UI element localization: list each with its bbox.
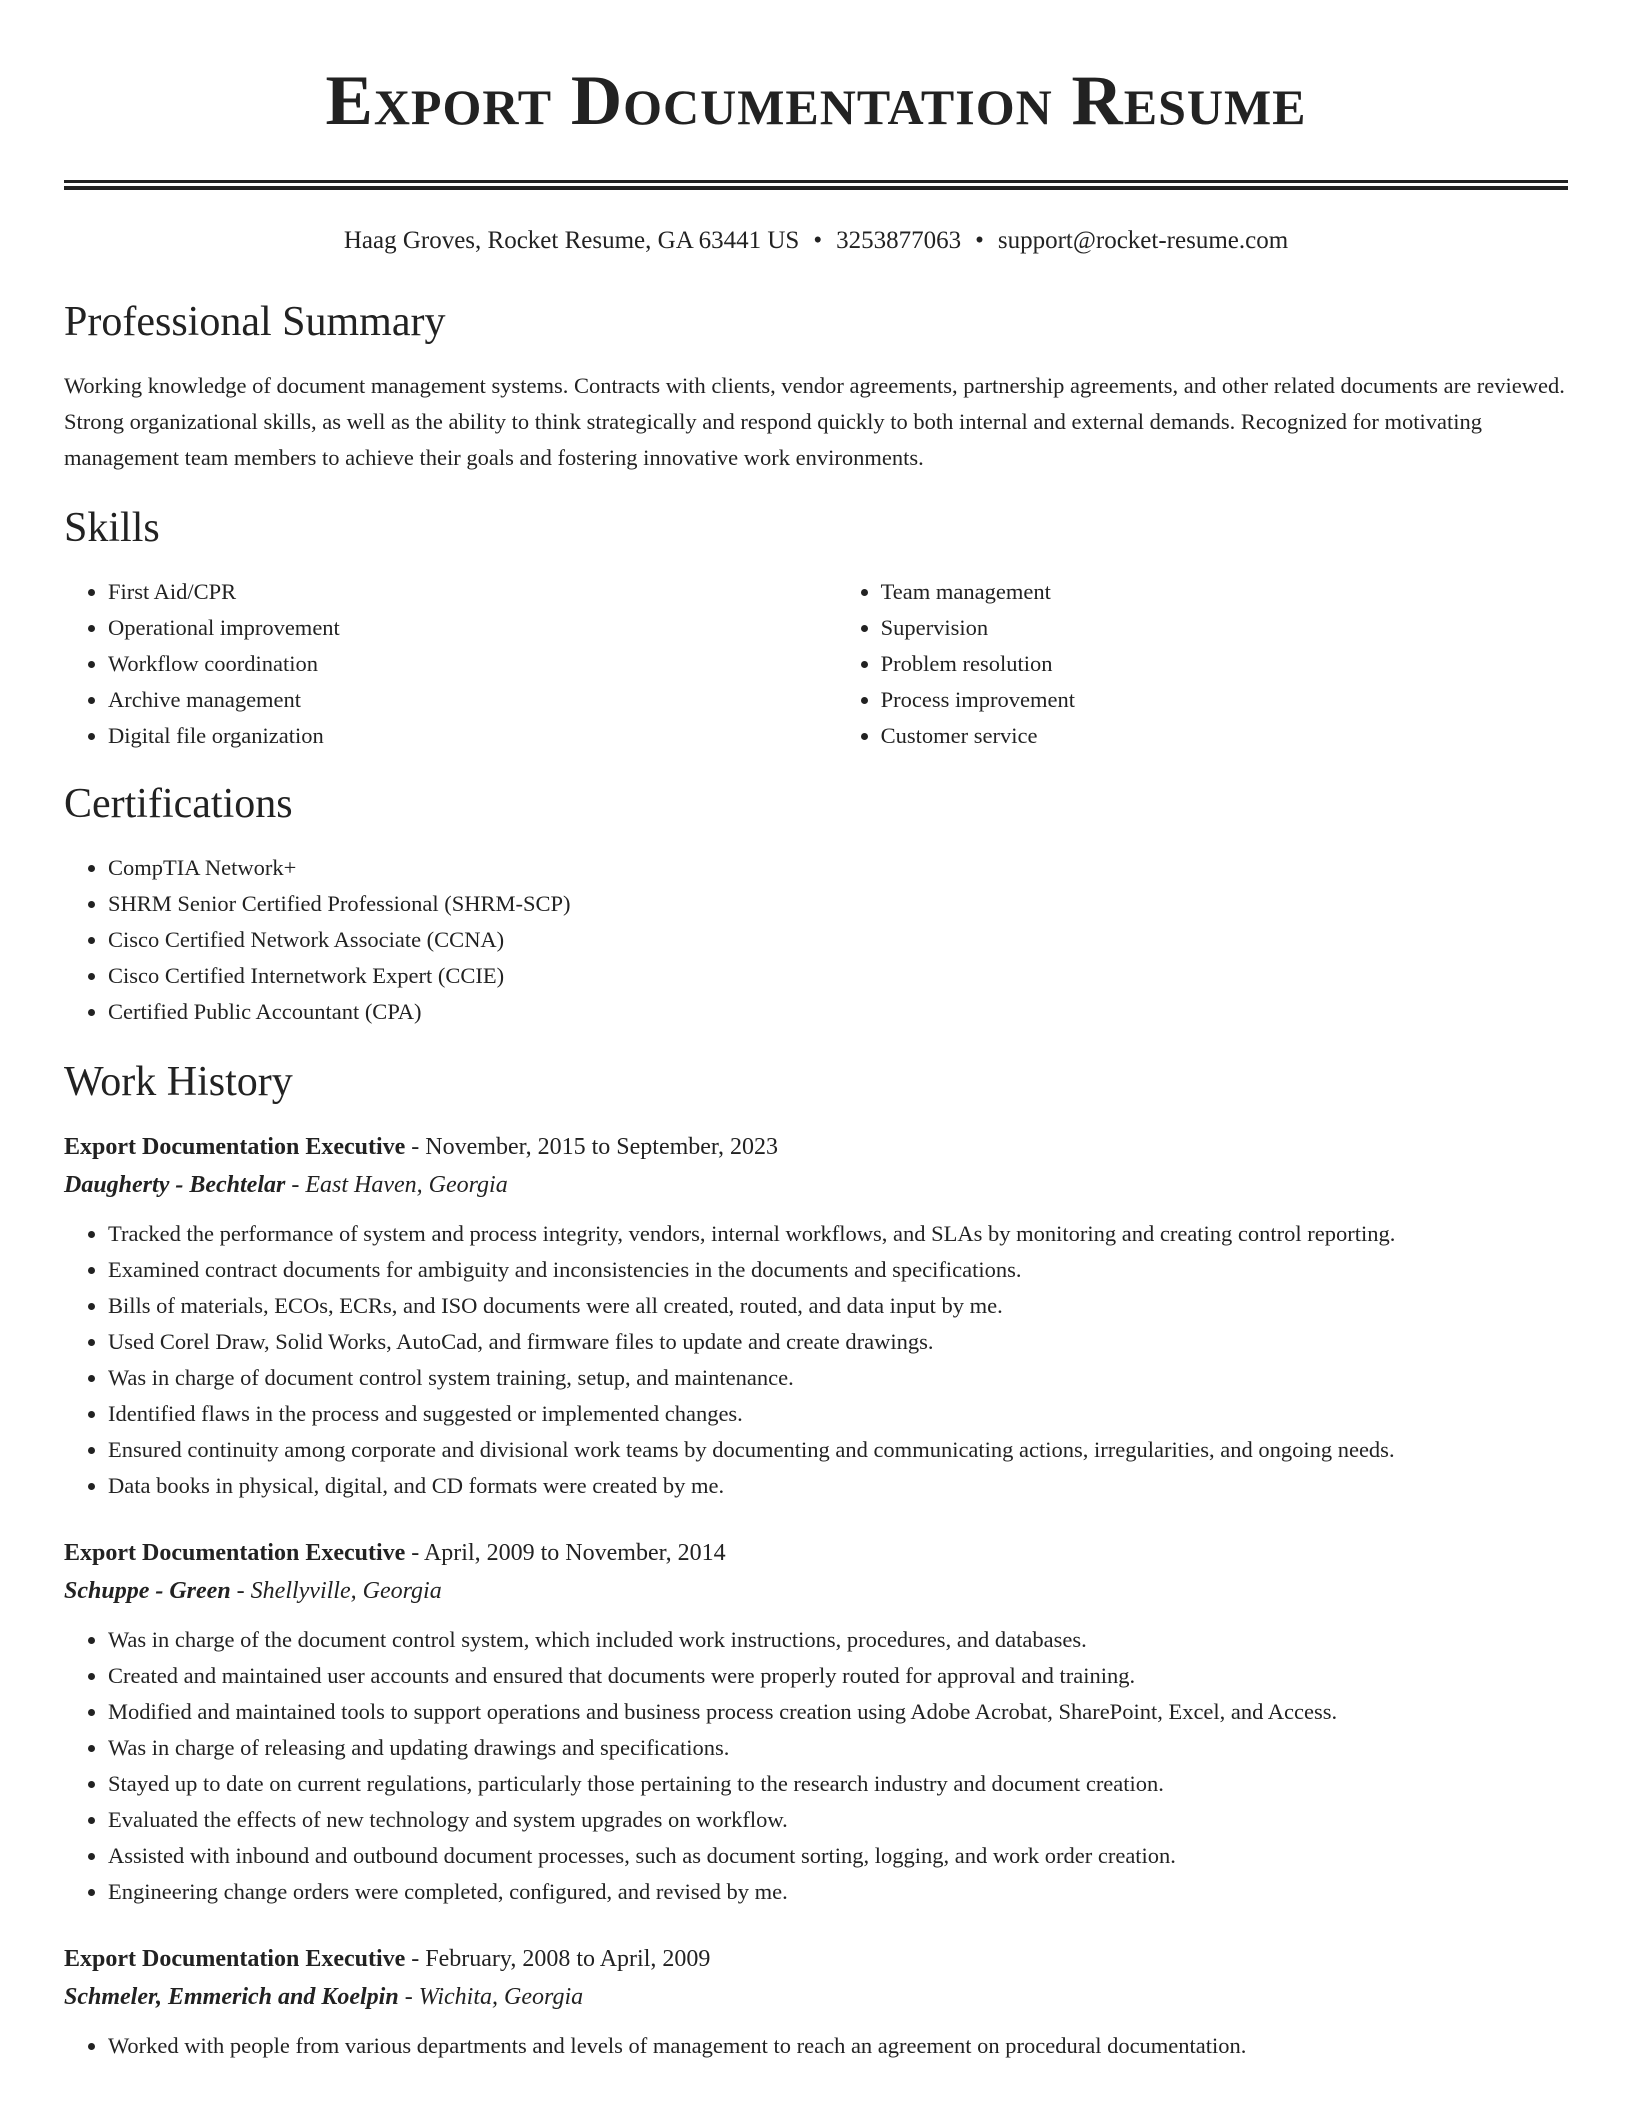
work-history-heading: Work History bbox=[64, 1059, 293, 1105]
job-entry bbox=[64, 1940, 1568, 2064]
contact-separator: • bbox=[813, 227, 823, 254]
job-company: Schmeler, Emmerich and Koelpin bbox=[64, 1984, 399, 2010]
job-title-line bbox=[64, 1128, 1568, 1166]
skills-list-left bbox=[64, 574, 837, 754]
certification-item: • SHRM Senior Certified Professional (SHRM-SCP) bbox=[108, 886, 1568, 922]
skill-item: • Supervision bbox=[881, 610, 1568, 646]
contact-line bbox=[64, 224, 1568, 258]
job-bullet: • Stayed up to date on current regulations, particularly those pertaining to the research industry and document creation. bbox=[108, 1766, 1568, 1802]
job-bullet: • Engineering change orders were completed, configured, and revised by me. bbox=[108, 1874, 1568, 1910]
job-company-line bbox=[64, 1572, 1568, 1610]
skill-item: • Archive management bbox=[108, 682, 837, 718]
summary-text: Working knowledge of document management systems. Contracts with clients, vendor agreements, partnership agreements, and other related documents are reviewed. Strong organizational skills, as well as the ability to think strategically and respond quickly to both internal and external demands. Recognized for motivating management team members to achieve their goals and fostering innovative work environments. bbox=[64, 373, 1565, 470]
skill-item: • Operational improvement bbox=[108, 610, 837, 646]
skill-item: • Team management bbox=[881, 574, 1568, 610]
contact-separator: • bbox=[975, 227, 984, 254]
job-dates: - February, 2008 to April, 2009 bbox=[405, 1946, 711, 1972]
job-bullets bbox=[64, 1622, 1568, 1910]
job-bullet: • Worked with people from various departments and levels of management to reach an agreement on procedural documentation. bbox=[108, 2028, 1568, 2064]
job-company-line bbox=[64, 1978, 1568, 2016]
skill-item: • Customer service bbox=[881, 718, 1568, 754]
job-bullet: • Was in charge of the document control system, which included work instructions, procedures, and databases. bbox=[108, 1622, 1568, 1658]
job-title: Export Documentation Executive bbox=[64, 1134, 406, 1160]
skill-item: • Problem resolution bbox=[881, 646, 1568, 682]
job-company-line bbox=[64, 1166, 1568, 1204]
skill-item: • Process improvement bbox=[881, 682, 1568, 718]
job-title: Export Documentation Executive bbox=[64, 1540, 406, 1566]
contact-address: Haag Groves, Rocket Resume, GA 63441 US bbox=[343, 227, 800, 254]
certifications-list bbox=[64, 850, 1568, 1030]
job-bullet: • Modified and maintained tools to support operations and business process creation using Adobe Acrobat, SharePoint, Excel, and Access. bbox=[108, 1694, 1568, 1730]
job-bullet: • Bills of materials, ECOs, ECRs, and ISO documents were all created, routed, and data input by me. bbox=[108, 1288, 1568, 1324]
skill-item: • Workflow coordination bbox=[108, 646, 837, 682]
job-location: - East Haven, Georgia bbox=[285, 1172, 508, 1198]
job-bullet: • Examined contract documents for ambiguity and inconsistencies in the documents and specifications. bbox=[108, 1252, 1568, 1288]
job-bullet: • Data books in physical, digital, and CD formats were created by me. bbox=[108, 1468, 1568, 1504]
certification-item: • Certified Public Accountant (CPA) bbox=[108, 994, 1568, 1030]
job-location: - Shellyville, Georgia bbox=[230, 1578, 442, 1604]
job-bullet: • Was in charge of releasing and updating drawings and specifications. bbox=[108, 1730, 1568, 1766]
job-title: Export Documentation Executive bbox=[64, 1946, 406, 1972]
job-entry bbox=[64, 1534, 1568, 1910]
resume-title: Export Documentation Resume bbox=[325, 62, 1307, 140]
summary-heading: Professional Summary bbox=[64, 299, 446, 345]
skills-list-right bbox=[837, 574, 1568, 754]
job-dates: - April, 2009 to November, 2014 bbox=[405, 1540, 726, 1566]
certifications-heading: Certifications bbox=[64, 781, 293, 827]
job-bullet: • Created and maintained user accounts and ensured that documents were properly routed for approval and training. bbox=[108, 1658, 1568, 1694]
certification-item: • Cisco Certified Internetwork Expert (CCIE) bbox=[108, 958, 1568, 994]
job-title-line bbox=[64, 1940, 1568, 1978]
skill-item: • First Aid/CPR bbox=[108, 574, 837, 610]
job-bullet: • Used Corel Draw, Solid Works, AutoCad, and firmware files to update and create drawings. bbox=[108, 1324, 1568, 1360]
contact-email: support@rocket-resume.com bbox=[997, 227, 1289, 254]
job-bullet: • Evaluated the effects of new technology and system upgrades on workflow. bbox=[108, 1802, 1568, 1838]
job-location: - Wichita, Georgia bbox=[398, 1984, 584, 2010]
certification-item: • Cisco Certified Network Associate (CCNA) bbox=[108, 922, 1568, 958]
job-bullets bbox=[64, 1216, 1568, 1504]
skill-item: • Digital file organization bbox=[108, 718, 837, 754]
title-double-rule bbox=[64, 180, 1568, 190]
job-bullet: • Identified flaws in the process and suggested or implemented changes. bbox=[108, 1396, 1568, 1432]
job-title-line bbox=[64, 1534, 1568, 1572]
job-bullet: • Ensured continuity among corporate and divisional work teams by documenting and communicating actions, irregularities, and ongoing needs. bbox=[108, 1432, 1568, 1468]
job-bullet: • Was in charge of document control system training, setup, and maintenance. bbox=[108, 1360, 1568, 1396]
job-entry bbox=[64, 1128, 1568, 1504]
job-bullets bbox=[64, 2028, 1568, 2064]
job-company: Schuppe - Green bbox=[64, 1578, 231, 1604]
skills-columns bbox=[64, 574, 1568, 754]
contact-phone: 3253877063 bbox=[836, 227, 962, 254]
job-company: Daugherty - Bechtelar bbox=[64, 1172, 286, 1198]
job-dates: - November, 2015 to September, 2023 bbox=[405, 1134, 778, 1160]
job-bullet: • Tracked the performance of system and process integrity, vendors, internal workflows, and SLAs by monitoring and creating control reporting. bbox=[108, 1216, 1568, 1252]
job-bullet: • Assisted with inbound and outbound document processes, such as document sorting, logging, and work order creation. bbox=[108, 1838, 1568, 1874]
skills-heading: Skills bbox=[64, 505, 160, 551]
certification-item: • CompTIA Network+ bbox=[108, 850, 1568, 886]
